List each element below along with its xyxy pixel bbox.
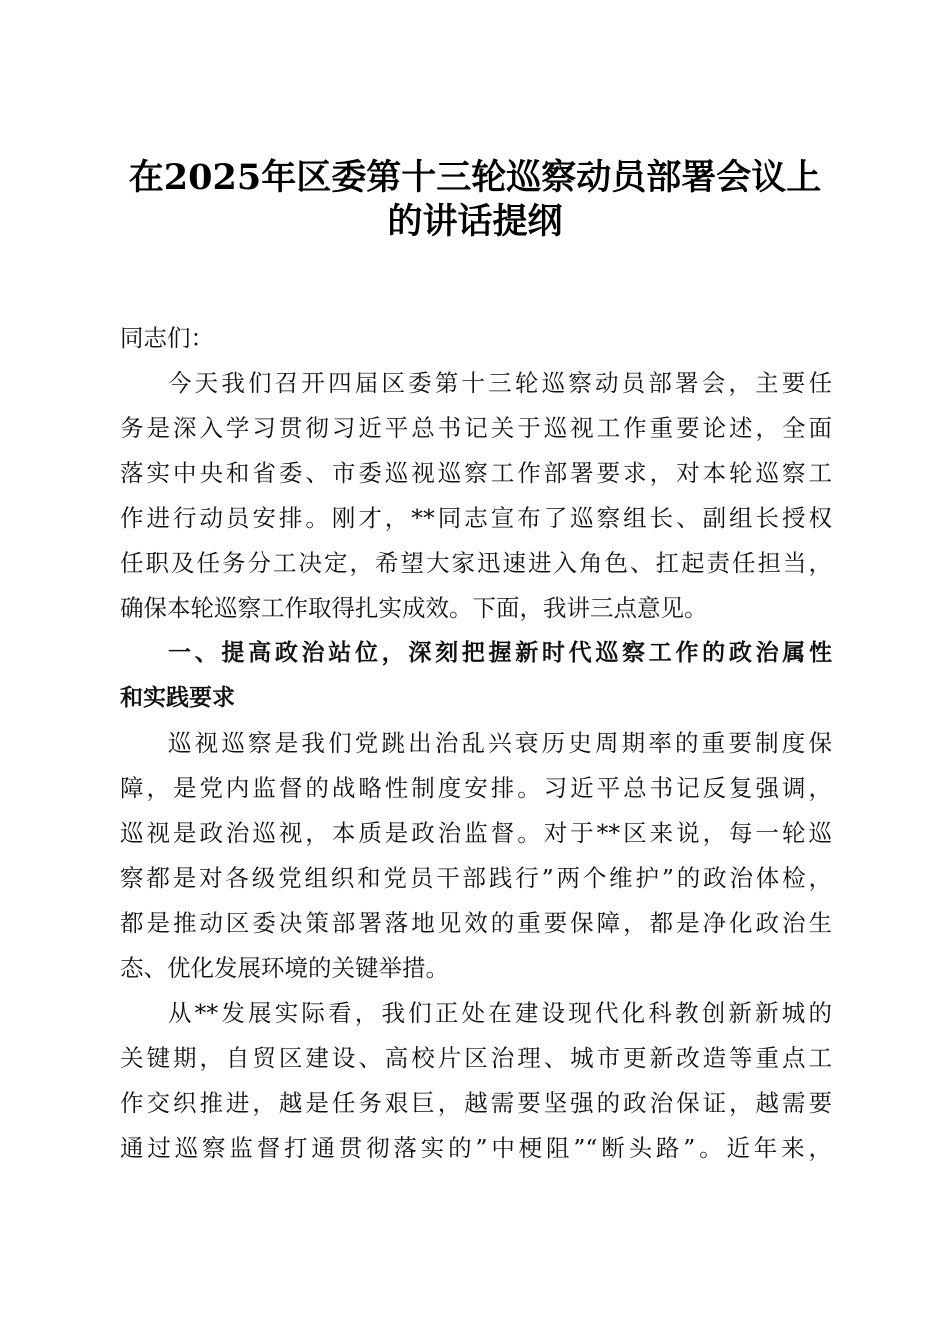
section-paragraph-2-line-1: 从**发展实际看，我们正处在建设现代化科教创新新城的 [168, 999, 832, 1027]
paragraph-1-line-3: 落实中央和省委、市委巡视巡察工作部署要求，对本轮巡察工 [120, 459, 832, 487]
section-paragraph-1-line-2: 障，是党内监督的战略性制度安排。习近平总书记反复强调， [120, 774, 832, 802]
section-paragraph-1-line-6: 态、优化发展环境的关键举措。 [120, 954, 449, 982]
section-heading-line-1: 一、提高政治站位，深刻把握新时代巡察工作的政治属性 [168, 640, 832, 666]
document-title-line-2: 的讲话提纲 [387, 201, 563, 242]
section-paragraph-2-line-2: 关键期，自贸区建设、高校片区治理、城市更新改造等重点工 [120, 1044, 832, 1072]
paragraph-1-line-4: 作进行动员安排。刚才，**同志宣布了巡察组长、副组长授权 [120, 504, 832, 532]
document-title-line-1: 在2025年区委第十三轮巡察动员部署会议上 [128, 157, 822, 198]
section-paragraph-1-line-1: 巡视巡察是我们党跳出治乱兴衰历史周期率的重要制度保 [168, 729, 832, 757]
section-paragraph-2-line-3: 作交织推进，越是任务艰巨，越需要坚强的政治保证，越需要 [120, 1089, 832, 1117]
paragraph-1-line-1: 今天我们召开四届区委第十三轮巡察动员部署会，主要任 [168, 369, 832, 397]
section-paragraph-1-line-4: 察都是对各级党组织和党员干部践行”两个维护”的政治体检， [120, 864, 832, 892]
section-paragraph-1-line-3: 巡视是政治巡视，本质是政治监督。对于**区来说，每一轮巡 [120, 819, 832, 847]
section-paragraph-2-line-4: 通过巡察监督打通贯彻落实的”中梗阻”“断头路”。近年来， [120, 1134, 832, 1162]
paragraph-1-line-5: 任职及任务分工决定，希望大家迅速进入角色、扛起责任担当， [120, 549, 832, 577]
section-heading-line-2: 和实践要求 [120, 685, 235, 711]
paragraph-1-line-2: 务是深入学习贯彻习近平总书记关于巡视工作重要论述，全面 [120, 414, 832, 442]
section-paragraph-1-line-5: 都是推动区委决策部署落地见效的重要保障，都是净化政治生 [120, 909, 832, 937]
salutation: 同志们： [120, 324, 214, 352]
paragraph-1-line-6: 确保本轮巡察工作取得扎实成效。下面，我讲三点意见。 [120, 594, 708, 622]
